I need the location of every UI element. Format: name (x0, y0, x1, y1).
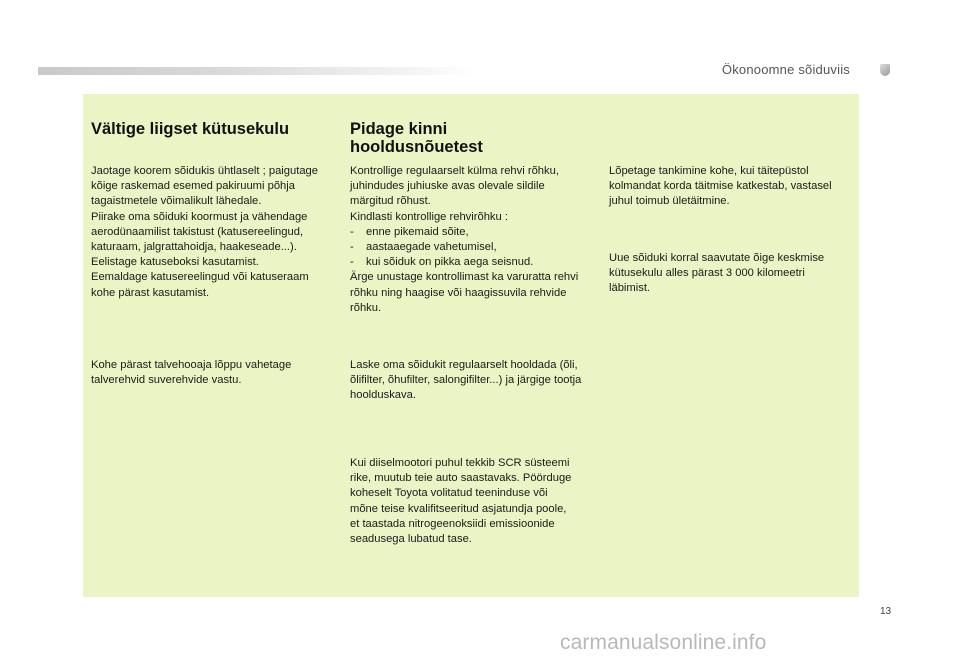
text-line: seadusega lubatud tase. (350, 533, 472, 546)
text-line: Ärge unustage kontrollimast ka varuratta rehvi (350, 271, 579, 284)
text-line: Laske oma sõidukit regulaarselt hooldada (õli, (350, 359, 578, 371)
bullet-dash: - (350, 241, 354, 254)
section-title: Ökonoomne sõiduviis (721, 62, 850, 77)
bullet-item (350, 240, 578, 255)
bullet-dash: - (350, 225, 354, 238)
text-line: et taastada nitrogeenoksiidi emissioonide (350, 517, 555, 530)
bullet-dash: - (350, 256, 354, 269)
text-line: katuraam, jalgrattahoidja, haakeseade...). (91, 241, 297, 254)
paragraph-winter-tyres (91, 358, 291, 388)
text-line: Eemaldage katusereelingud või katuseraam (91, 271, 309, 284)
text-line: kõige raskemad esemed pakiruumi põhja (91, 180, 295, 193)
heading-avoid-excess-fuel: Vältige liigset kütusekulu (91, 120, 290, 138)
section-marker-icon (880, 64, 890, 76)
text-line: juhindudes juhiuske avas olevale sildile (350, 180, 545, 193)
text-line: tagaistmetele võimalikult lähedale. (91, 195, 262, 208)
bullet-text: aastaaegade vahetumisel, (366, 241, 497, 254)
text-line: kolmandat korda täitmise katkestab, vastasel (609, 180, 832, 193)
bullet-text: kui sõiduk on pikka aega seisnud. (366, 256, 534, 269)
bullet-text: enne pikemaid sõite, (366, 225, 469, 238)
text-line: Kindlasti kontrollige rehvirõhku : (350, 210, 508, 223)
paragraph-new-vehicle (609, 251, 824, 297)
text-line: kohe pärast kasutamist. (91, 286, 210, 299)
watermark: carmanualsonline.info (560, 631, 767, 654)
bullet-item (350, 255, 578, 270)
text-line: Kohe pärast talvehooaja lõppu vahetage (91, 359, 292, 371)
paragraph-load-distribution (91, 164, 318, 301)
text-line: läbimist. (609, 282, 651, 295)
text-line: kütusekulu alles pärast 3 000 kilomeetri (609, 267, 805, 280)
text-line: rike, muutub teie auto saastavaks. Pöörduge (350, 472, 572, 485)
bullet-item (350, 225, 578, 240)
text-line: rõhku ning haagise või haagissuvila rehvide (350, 286, 567, 299)
text-line: märgitud rõhust. (350, 195, 431, 208)
text-line: talverehvid suverehvide vastu. (91, 374, 242, 387)
text-line: rõhku. (350, 301, 382, 314)
text-line: koheselt Toyota volitatud teeninduse või (350, 487, 548, 500)
text-line: Eelistage katuseboksi kasutamist. (91, 256, 259, 269)
text-line: õlifilter, õhufilter, salongifilter...) ja järgige tootja (350, 374, 582, 387)
paragraph-refuelling (609, 164, 832, 210)
paragraph-tyre-pressure (350, 164, 578, 316)
header-decorative-bar (38, 67, 478, 75)
paragraph-scr-system (350, 456, 571, 547)
heading-maintenance: Pidage kinni hooldusnõuetest (350, 120, 483, 156)
text-line: mõne teise kvalifitseeritud asjatundja poole, (350, 502, 567, 515)
text-line: Lõpetage tankimine kohe, kui täitepüstol (609, 165, 809, 177)
text-line: Kui diiselmootori puhul tekkib SCR süsteemi (350, 457, 570, 469)
text-line: Kontrollige regulaarselt külma rehvi rõhku, (350, 165, 559, 177)
paragraph-regular-service (350, 358, 581, 404)
text-line: Jaotage koorem sõidukis ühtlaselt ; paigutage (91, 165, 319, 177)
text-line: Piirake oma sõiduki koormust ja vähendage (91, 210, 308, 223)
text-line: hoolduskava. (350, 389, 416, 402)
page-number: 13 (880, 606, 892, 617)
text-line: Uue sõiduki korral saavutate õige keskmise (609, 252, 825, 264)
text-line: aerodünaamilist takistust (katusereelingud, (91, 225, 304, 238)
text-line: juhul toimub ületäitmine. (609, 195, 730, 208)
